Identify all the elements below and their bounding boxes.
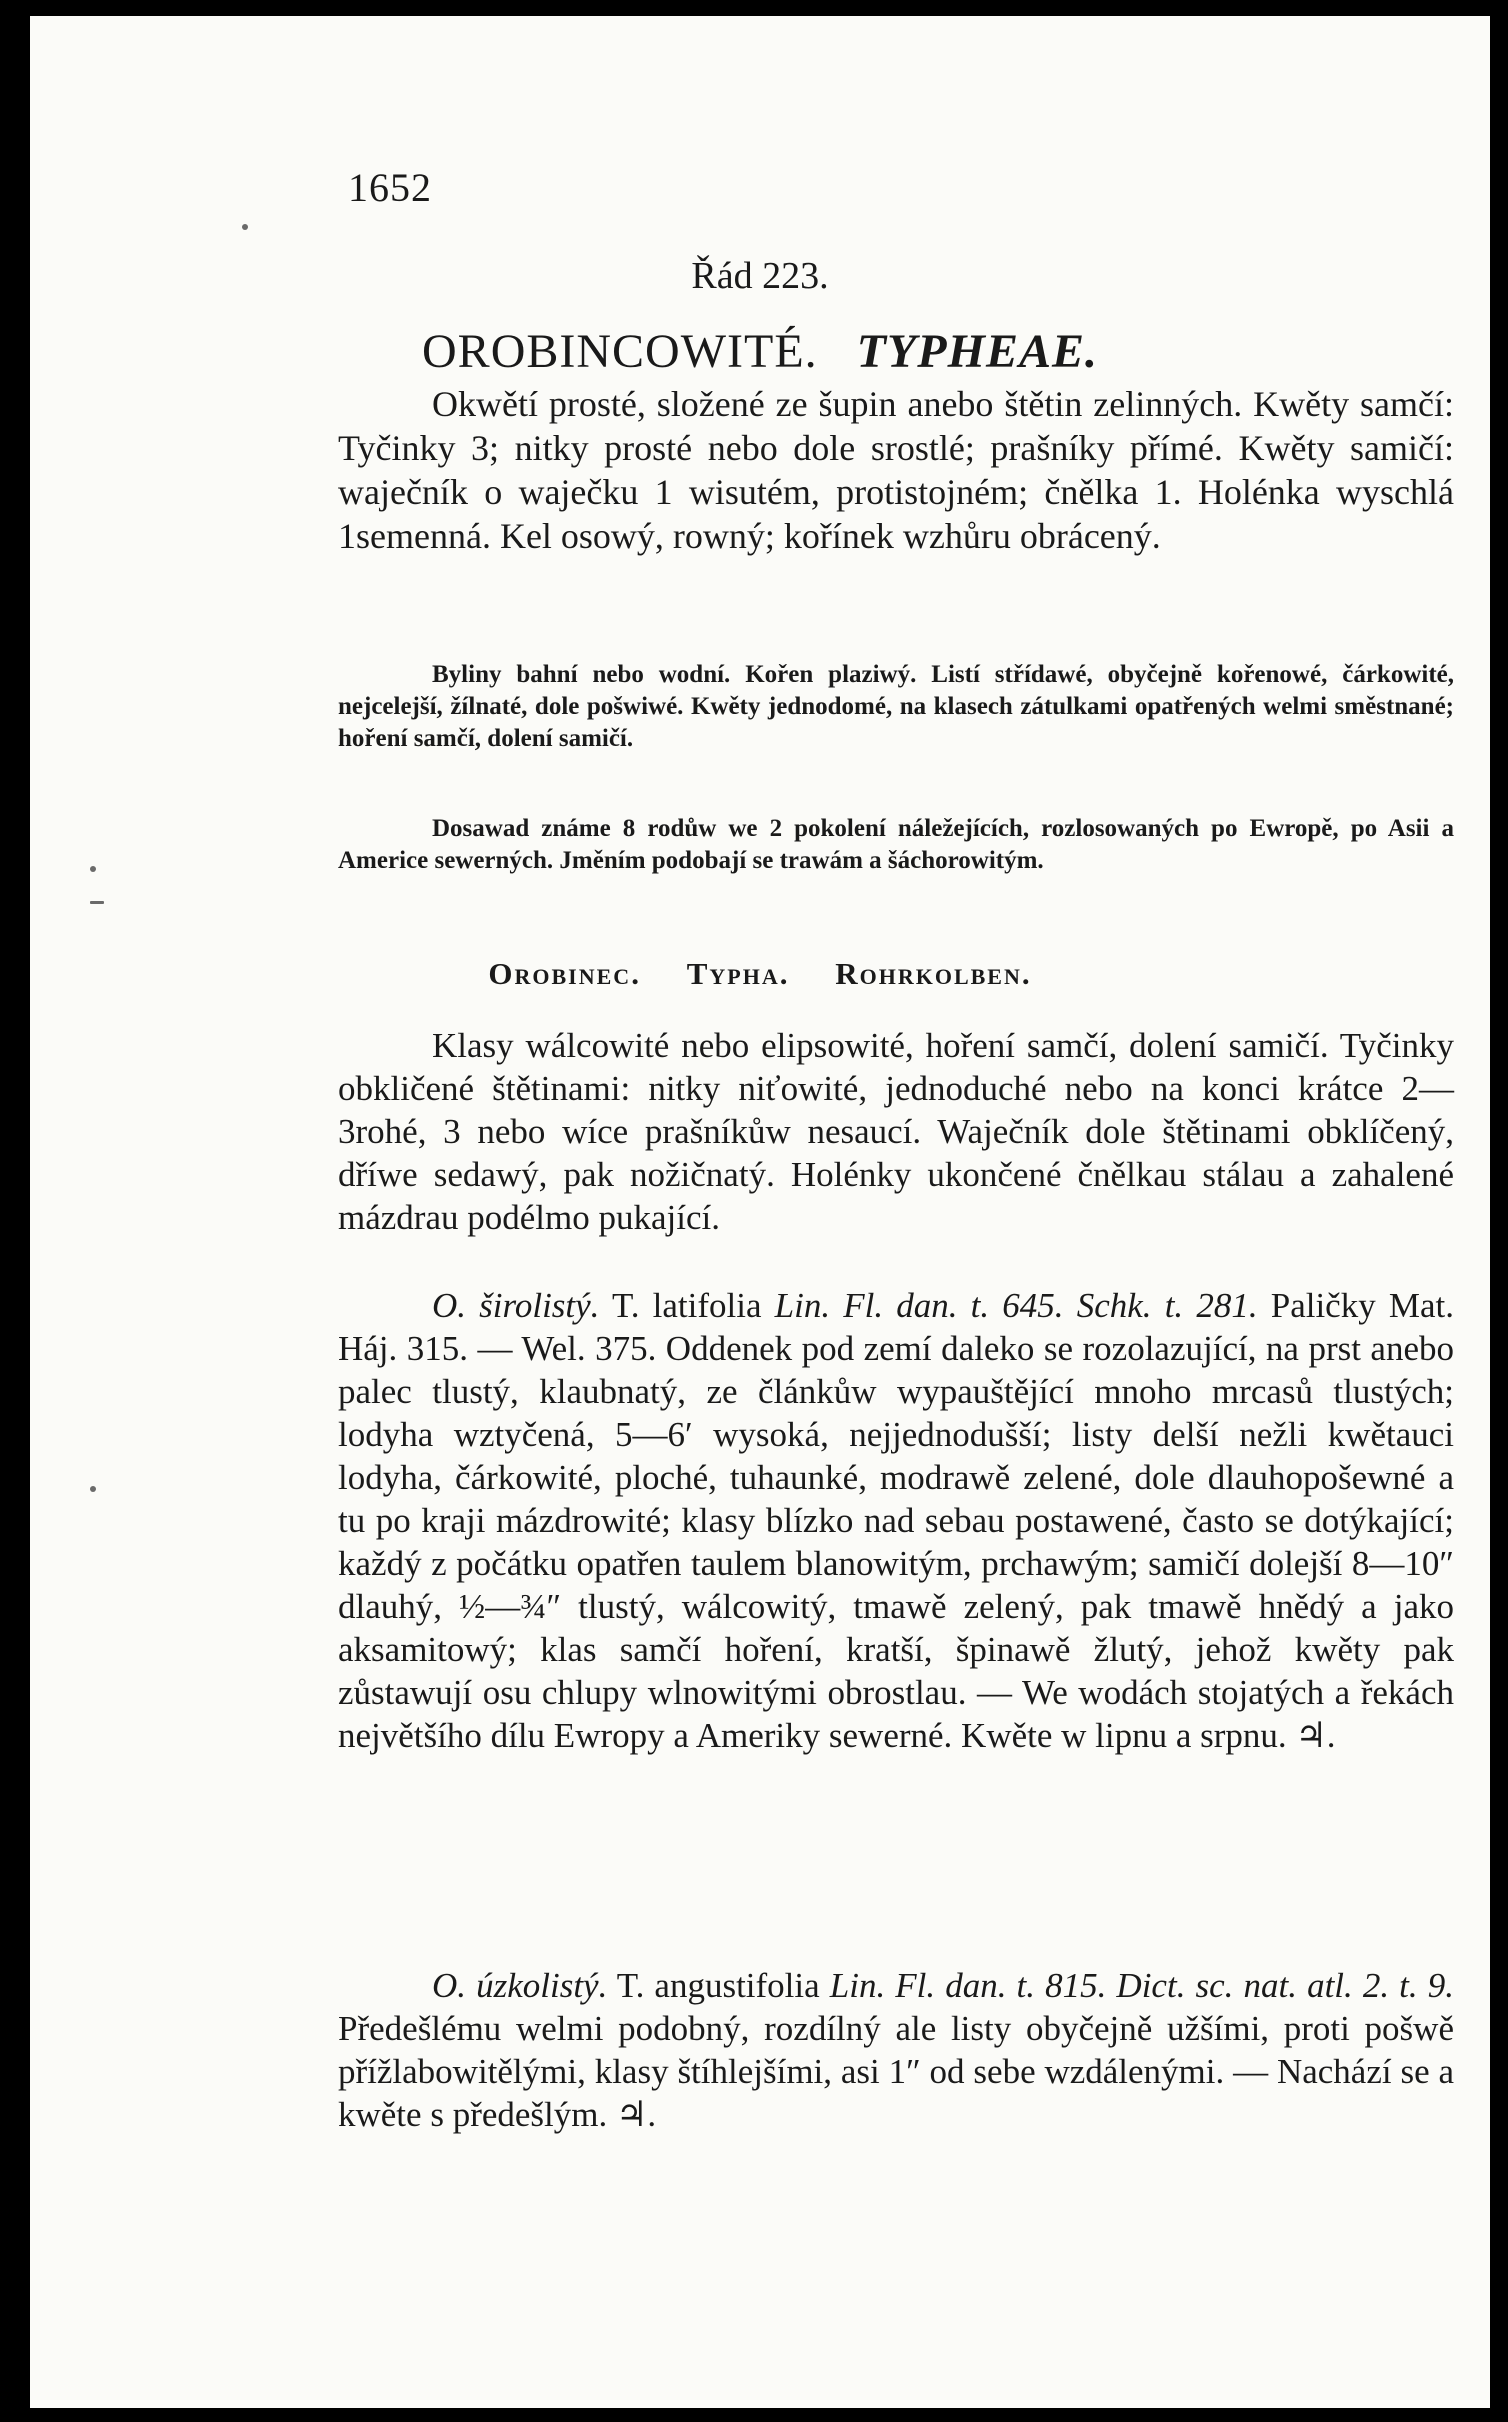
species-latin: T. angustifolia (616, 1966, 820, 2005)
species-description: Předešlému welmi podobný, rozdílný ale listy obyčejně užšími, proti pošwě přížlabowitělými, klasy štíhlejšími, asi 1″ od sebe wzdálenými. — Nachází se a kwěte s předešlým. ♃. (338, 2009, 1454, 2134)
family-description: Okwětí prosté, složené ze šupin anebo štětin zelinných. Kwěty samčí: Tyčinky 3; nitky prosté nebo dole srostlé; prašníky přímé. Kwěty samičí: waječník o waječku 1 wisutém, protistojném; čnělka 1. Holénka wyschlá 1semenná. Kel osowý, rowný; kořínek wzhůru obrácený. (338, 384, 1454, 556)
paper-speck (90, 1486, 96, 1492)
species-entry (338, 1284, 1454, 1757)
genus-heading (30, 956, 1490, 992)
genus-name-latin: Typha. (686, 956, 790, 991)
paper-speck (90, 901, 104, 904)
genus-name-german: Rohrkolben. (835, 956, 1032, 991)
family-notes-habit: Byliny bahní nebo wodní. Kořen plaziwý. Listí střídawé, obyčejně kořenowé, čárkowité, nejcelejší, žílnaté, dole pošwiwé. Kwěty jednodomé, na klasech zátulkami opatřených welmi směstnané; hoření samčí, dolení samičí. (338, 661, 1454, 752)
book-page (30, 16, 1490, 2408)
order-heading: Řád 223. (691, 255, 829, 297)
species-description: Paličky Mat. Háj. 315. — Wel. 375. Oddenek pod zemí daleko se rozolazující, na prst anebo palec tlustý, klaubnatý, ze článkůw wypauštějící mnoho mrcasů tlustých; lodyha wztyčená, 5—6′ wysoká, nejjednodušší; listy delší nežli kwětauci lodyha, čárkowité, ploché, tuhaunké, modrawě zelené, dole dlauhopošewné a tu po kraji mázdrowité; klasy blízko nad sebau postawené, často se dotýkající; každý z počátku opatřen taulem blanowitým, prchawým; samičí dolejší 8—10″ dlauhý, ½—¾″ tlustý, wálcowitý, tmawě zelený, pak tmawě hnědý a jako aksamitowý; klas samčí hoření, kratší, špinawě žlutý, jehož kwěty pak zůstawují osu chlupy wlnowitými obrostlau. — We wodách stojatých a řekách největšího dílu Ewropy a Ameriky sewerné. Kwěte w lipnu a srpnu. ♃. (338, 1286, 1455, 1755)
species-references: Lin. Fl. dan. t. 815. Dict. sc. nat. atl. 2. t. 9. (829, 1966, 1454, 2005)
family-title (30, 324, 1490, 379)
family-name-czech: OROBINCOWITÉ. (422, 325, 818, 378)
page-number: 1652 (348, 165, 432, 210)
genus-description: Klasy wálcowité nebo elipsowité, hoření samčí, dolení samičí. Tyčinky obkličené štětinami: nitky niťowité, jednoduché nebo na konci krátce 2—3rohé, 3 nebo wíce prašníkůw nesaucí. Waječník dole štětinami obklíčený, dříwe sedawý, pak nožičnatý. Holénky ukončené čnělkau stálau a zahalené mázdrau podélmo pukající. (338, 1026, 1454, 1237)
family-notes-distribution: Dosawad známe 8 rodůw we 2 pokolení náležejících, rozlosowaných po Ewropě, po Asii a Americe sewerných. Jměním podobají se trawám a šáchorowitým. (338, 815, 1454, 874)
genus-name-czech: Orobinec. (488, 956, 641, 991)
species-name: O. širolistý. (432, 1286, 600, 1325)
species-references: Lin. Fl. dan. t. 645. Schk. t. 281. (774, 1286, 1258, 1325)
species-name: O. úzkolistý. (432, 1966, 608, 2005)
paper-speck (242, 224, 248, 230)
species-latin: T. latifolia (611, 1286, 762, 1325)
species-entry (338, 1964, 1454, 2136)
paper-speck (90, 866, 96, 872)
family-name-latin: TYPHEAE. (856, 325, 1098, 378)
